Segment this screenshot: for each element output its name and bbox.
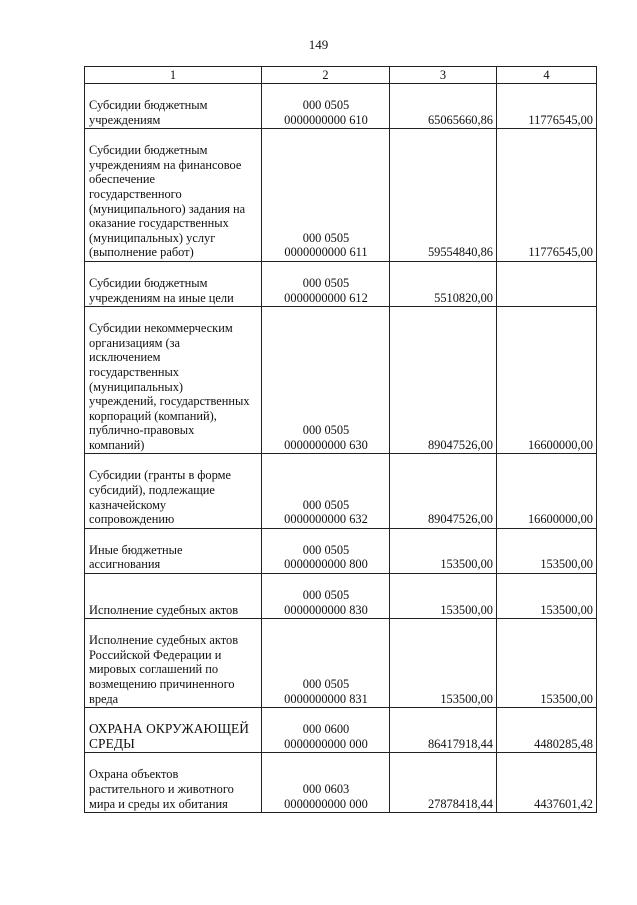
row-code-section: 000 0505 — [302, 98, 350, 112]
row-value-col3: 153500,00 — [390, 528, 497, 573]
column-header-3: 3 — [390, 67, 497, 84]
row-code-article: 0000000000 612 — [284, 290, 368, 305]
row-value-col4: 153500,00 — [497, 619, 597, 708]
row-name: Субсидии бюджетным учреждениям на финансовое обеспечение государственного (муниципального) задания на оказание государственных (муниципальных) услуг (выполнение работ) — [89, 143, 246, 260]
table-row — [85, 574, 597, 619]
row-code-section: 000 0603 — [302, 781, 350, 796]
row-name-cell — [85, 84, 262, 129]
row-code-article: 0000000000 000 — [284, 736, 368, 751]
row-name: Исполнение судебных актов — [89, 602, 239, 617]
row-value-col3: 65065660,86 — [390, 84, 497, 129]
row-value-col4: 16600000,00 — [497, 454, 597, 528]
row-code-section: 000 0600 — [302, 722, 350, 737]
row-code-cell — [262, 528, 390, 573]
row-code-section: 000 0505 — [302, 542, 350, 557]
row-value-col4 — [497, 261, 597, 306]
row-name-cell — [85, 708, 262, 753]
table-row — [85, 708, 597, 753]
table-row — [85, 619, 597, 708]
row-code-cell — [262, 307, 390, 454]
row-code-cell — [262, 619, 390, 708]
row-code-cell — [262, 84, 390, 129]
row-code-section: 000 0505 — [302, 588, 350, 603]
row-code-article: 0000000000 632 — [284, 512, 368, 527]
row-value-col3: 89047526,00 — [390, 454, 497, 528]
table-row — [85, 753, 597, 813]
row-value-col3: 153500,00 — [390, 574, 497, 619]
row-code-cell — [262, 454, 390, 528]
row-code-cell — [262, 574, 390, 619]
table-row — [85, 84, 597, 129]
row-name-cell — [85, 454, 262, 528]
row-value-col4: 11776545,00 — [497, 84, 597, 129]
row-value-col4: 11776545,00 — [497, 129, 597, 262]
table-header-row — [85, 67, 597, 84]
row-name-cell — [85, 307, 262, 454]
table-row — [85, 528, 597, 573]
row-code-section: 000 0505 — [302, 423, 350, 438]
row-name-cell — [85, 528, 262, 573]
row-name: Иные бюджетные ассигнования — [89, 542, 183, 572]
row-code-cell — [262, 708, 390, 753]
row-code-article: 0000000000 830 — [284, 602, 368, 617]
row-code-article: 0000000000 831 — [284, 691, 368, 706]
row-value-col4: 16600000,00 — [497, 307, 597, 454]
row-value-col3: 27878418,44 — [390, 753, 497, 813]
row-code-cell — [262, 129, 390, 262]
row-code-cell — [262, 753, 390, 813]
row-name-cell — [85, 753, 262, 813]
row-value-col3: 5510820,00 — [390, 261, 497, 306]
row-code-cell — [262, 261, 390, 306]
table-row — [85, 307, 597, 454]
row-name-cell — [85, 129, 262, 262]
row-code-section: 000 0505 — [302, 275, 350, 290]
row-name: Охрана объектов растительного и животного мира и среды их обитания — [89, 767, 234, 811]
row-code-article: 0000000000 000 — [284, 796, 368, 811]
table-row — [85, 129, 597, 262]
row-code-article: 0000000000 800 — [284, 557, 368, 572]
row-code-section: 000 0505 — [302, 230, 350, 245]
column-header-2: 2 — [262, 67, 390, 84]
row-name: Субсидии бюджетным учреждениям — [89, 98, 208, 127]
row-name: Субсидии (гранты в форме субсидий), подлежащие казначейскому сопровождению — [89, 468, 231, 527]
row-value-col3: 86417918,44 — [390, 708, 497, 753]
row-name: Субсидии бюджетным учреждениям на иные цели — [89, 275, 234, 305]
row-name-cell — [85, 619, 262, 708]
row-name: Субсидии некоммерческим организациям (за исключением государственных (муниципальных) учреждений, государственных корпораций (компаний), публично-правовых компаний) — [89, 321, 250, 452]
row-code-article: 0000000000 611 — [284, 245, 368, 260]
row-code-article: 0000000000 630 — [284, 437, 368, 452]
budget-table — [84, 66, 597, 813]
row-name: Исполнение судебных актов Российской Федерации и мировых соглашений по возмещению причиненного вреда — [89, 633, 239, 706]
row-code-article: 0000000000 610 — [284, 112, 368, 127]
row-name-cell — [85, 574, 262, 619]
row-value-col4: 153500,00 — [497, 574, 597, 619]
row-value-col3: 89047526,00 — [390, 307, 497, 454]
row-name: ОХРАНА ОКРУЖАЮЩЕЙ СРЕДЫ — [89, 721, 250, 751]
row-value-col3: 59554840,86 — [390, 129, 497, 262]
row-code-section: 000 0505 — [302, 497, 350, 512]
row-name-cell — [85, 261, 262, 306]
row-value-col4: 4480285,48 — [497, 708, 597, 753]
row-value-col4: 4437601,42 — [497, 753, 597, 813]
page-number: 149 — [308, 37, 329, 52]
column-header-1: 1 — [85, 67, 262, 84]
column-header-4: 4 — [497, 67, 597, 84]
row-code-section: 000 0505 — [302, 677, 350, 691]
row-value-col4: 153500,00 — [497, 528, 597, 573]
table-row — [85, 261, 597, 306]
table-row — [85, 454, 597, 528]
row-value-col3: 153500,00 — [390, 619, 497, 708]
